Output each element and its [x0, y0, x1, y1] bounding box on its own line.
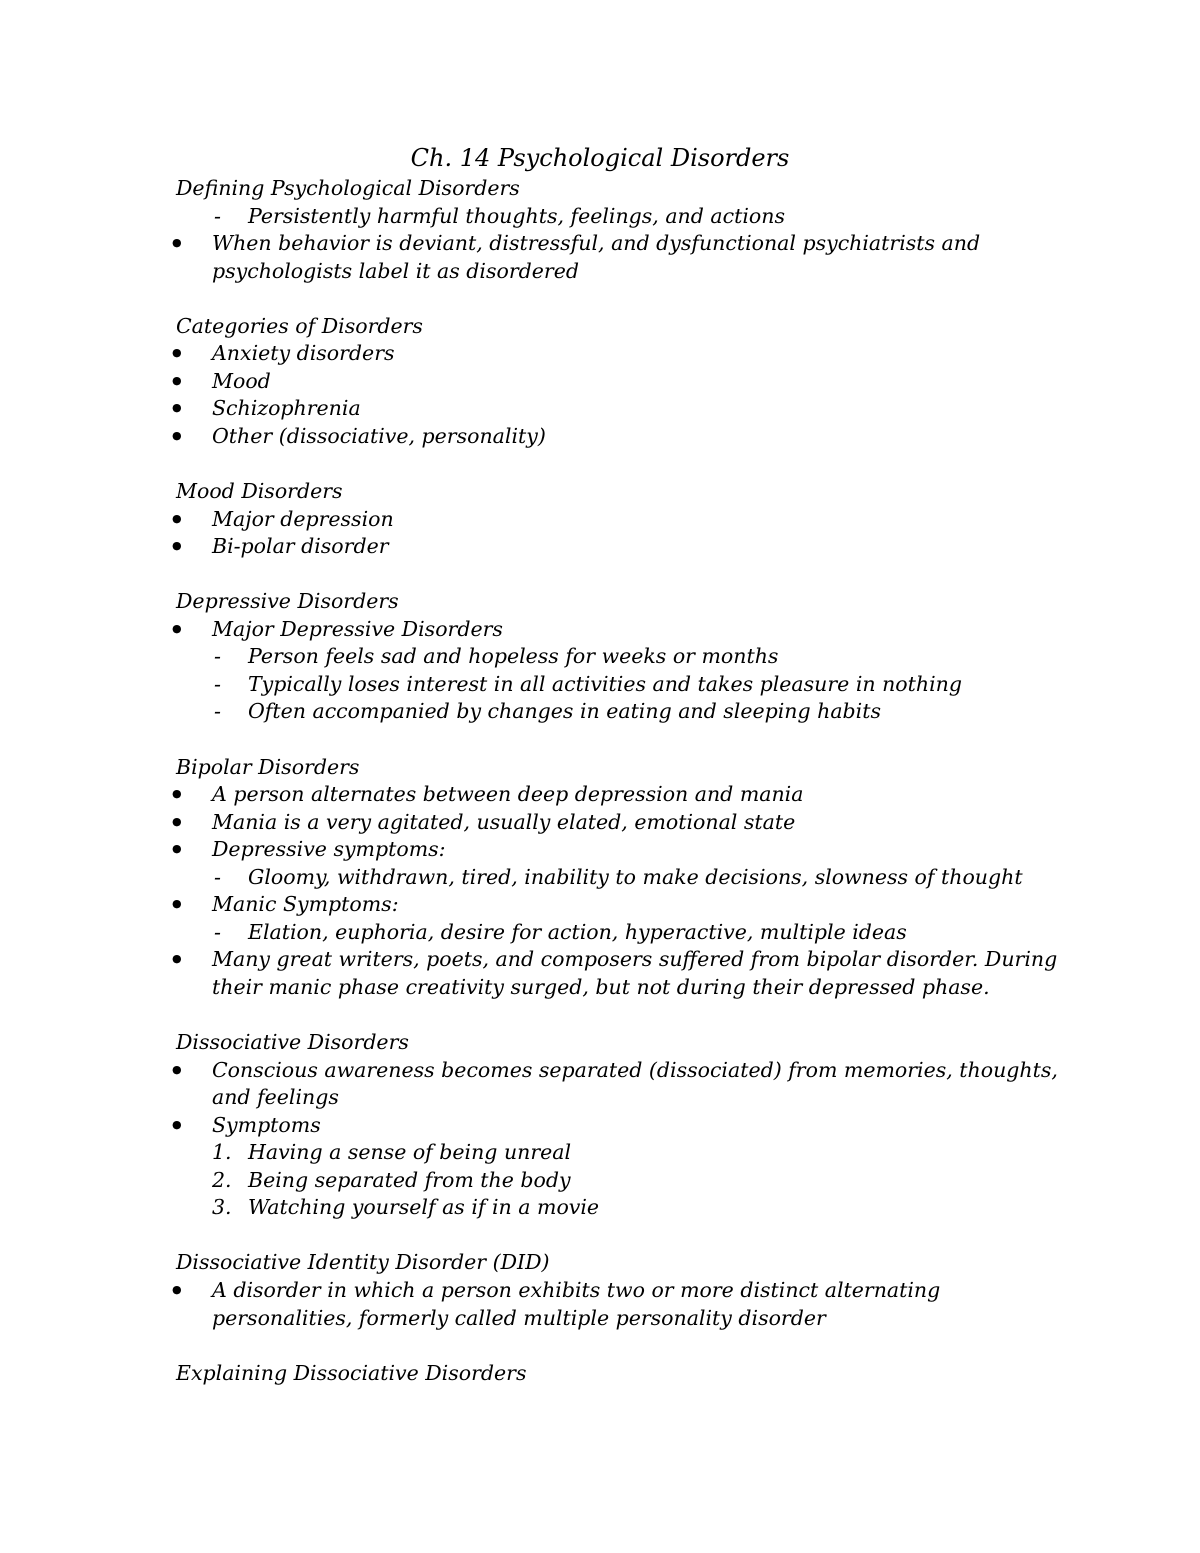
- bullet-icon: ●: [172, 815, 182, 828]
- bullet-item: [0, 808, 1200, 836]
- item-text: Manic Symptoms:: [212, 892, 399, 916]
- numbered-item: [0, 1193, 1200, 1221]
- item-text: personalities, formerly called multiple personality disorder: [212, 1306, 826, 1330]
- list-item-continuation: [0, 1083, 1200, 1111]
- bullet-icon: ●: [172, 374, 182, 387]
- bullet-icon: ●: [172, 1063, 182, 1076]
- section-heading: Defining Psychological Disorders: [176, 176, 520, 200]
- bullet-icon: ●: [172, 512, 182, 525]
- item-text: Conscious awareness becomes separated (dissociated) from memories, thoughts,: [212, 1058, 1058, 1082]
- section-heading: Bipolar Disorders: [176, 755, 360, 779]
- bullet-icon: ●: [172, 539, 182, 552]
- item-text: A person alternates between deep depression and mania: [212, 782, 804, 806]
- bullet-icon: ●: [172, 787, 182, 800]
- numbered-item: [0, 1166, 1200, 1194]
- section-heading: Mood Disorders: [176, 479, 343, 503]
- item-text: Typically loses interest in all activities and takes pleasure in nothing: [248, 672, 962, 696]
- bullet-icon: ●: [172, 401, 182, 414]
- dash-item: [0, 863, 1200, 891]
- dash-item: [0, 697, 1200, 725]
- list-item-continuation: [0, 973, 1200, 1001]
- item-text: Person feels sad and hopeless for weeks or months: [248, 644, 779, 668]
- list-number: 3.: [212, 1195, 232, 1219]
- item-text: Symptoms: [212, 1113, 321, 1137]
- bullet-item: [0, 835, 1200, 863]
- dash-icon: -: [214, 672, 221, 696]
- section-heading: Explaining Dissociative Disorders: [176, 1361, 527, 1385]
- bullet-icon: ●: [172, 1118, 182, 1131]
- item-text: When behavior is deviant, distressful, and dysfunctional psychiatrists and: [212, 231, 981, 255]
- item-text: Often accompanied by changes in eating and sleeping habits: [248, 699, 881, 723]
- dash-icon: -: [214, 699, 221, 723]
- section-heading: Dissociative Identity Disorder (DID): [176, 1250, 550, 1274]
- list-number: 1.: [212, 1140, 232, 1164]
- list-number: 2.: [212, 1168, 232, 1192]
- item-text: and feelings: [212, 1085, 339, 1109]
- item-text: Mania is a very agitated, usually elated, emotional state: [212, 810, 796, 834]
- bullet-item: [0, 339, 1200, 367]
- dash-icon: -: [214, 920, 221, 944]
- bullet-item: [0, 1276, 1200, 1304]
- item-text: Schizophrenia: [212, 396, 361, 420]
- bullet-icon: ●: [172, 622, 182, 635]
- dash-icon: -: [214, 204, 221, 228]
- item-text: Mood: [212, 369, 271, 393]
- item-text: Major depression: [212, 507, 394, 531]
- item-text: their manic phase creativity surged, but not during their depressed phase.: [212, 975, 990, 999]
- item-text: psychologists label it as disordered: [212, 259, 579, 283]
- bullet-item: [0, 422, 1200, 450]
- numbered-item: [0, 1138, 1200, 1166]
- bullet-item: [0, 615, 1200, 643]
- bullet-item: [0, 1111, 1200, 1139]
- bullet-item: [0, 532, 1200, 560]
- page-title: Ch. 14 Psychological Disorders: [410, 144, 790, 172]
- item-text: A disorder in which a person exhibits two or more distinct alternating: [212, 1278, 941, 1302]
- bullet-item: [0, 229, 1200, 257]
- dash-item: [0, 642, 1200, 670]
- list-item-continuation: [0, 1304, 1200, 1332]
- bullet-item: [0, 780, 1200, 808]
- bullet-item: [0, 945, 1200, 973]
- bullet-icon: ●: [172, 842, 182, 855]
- bullet-item: [0, 367, 1200, 395]
- bullet-icon: ●: [172, 346, 182, 359]
- bullet-icon: ●: [172, 236, 182, 249]
- item-text: Watching yourself as if in a movie: [248, 1195, 600, 1219]
- item-text: Persistently harmful thoughts, feelings, and actions: [248, 204, 785, 228]
- bullet-item: [0, 505, 1200, 533]
- dash-icon: -: [214, 865, 221, 889]
- section-heading: Categories of Disorders: [176, 314, 423, 338]
- bullet-item: [0, 890, 1200, 918]
- item-text: Depressive symptoms:: [212, 837, 446, 861]
- dash-item: [0, 670, 1200, 698]
- item-text: Elation, euphoria, desire for action, hyperactive, multiple ideas: [248, 920, 907, 944]
- list-item-continuation: [0, 257, 1200, 285]
- bullet-icon: ●: [172, 429, 182, 442]
- dash-item: [0, 202, 1200, 230]
- section-heading: Depressive Disorders: [176, 589, 399, 613]
- item-text: Being separated from the body: [248, 1168, 571, 1192]
- item-text: Anxiety disorders: [212, 341, 395, 365]
- item-text: Having a sense of being unreal: [248, 1140, 572, 1164]
- bullet-item: [0, 1056, 1200, 1084]
- dash-icon: -: [214, 644, 221, 668]
- item-text: Major Depressive Disorders: [212, 617, 503, 641]
- bullet-icon: ●: [172, 1283, 182, 1296]
- item-text: Many great writers, poets, and composers suffered from bipolar disorder. During: [212, 947, 1058, 971]
- bullet-item: [0, 394, 1200, 422]
- item-text: Bi-polar disorder: [212, 534, 389, 558]
- dash-item: [0, 918, 1200, 946]
- bullet-icon: ●: [172, 952, 182, 965]
- item-text: Gloomy, withdrawn, tired, inability to make decisions, slowness of thought: [248, 865, 1023, 889]
- section-heading: Dissociative Disorders: [176, 1030, 409, 1054]
- item-text: Other (dissociative, personality): [212, 424, 546, 448]
- bullet-icon: ●: [172, 897, 182, 910]
